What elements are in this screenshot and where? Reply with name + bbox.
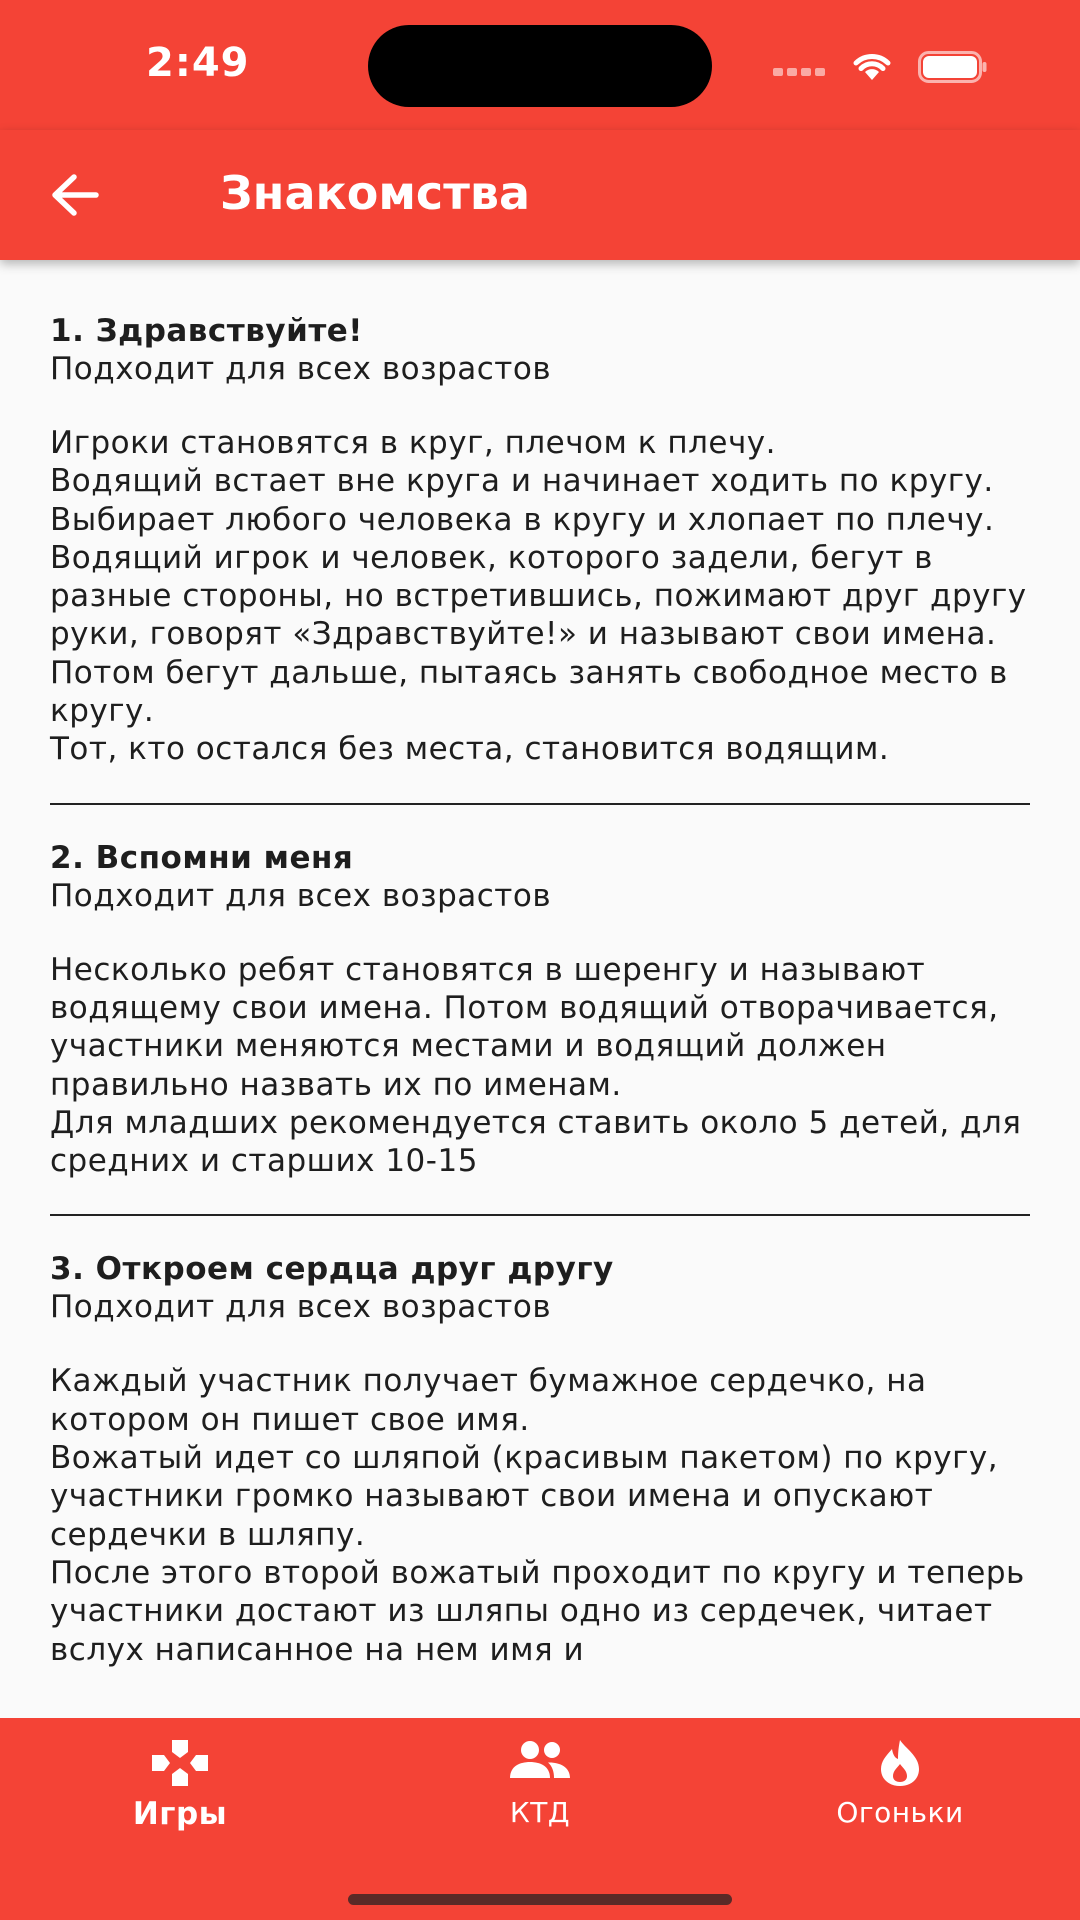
divider xyxy=(50,803,1030,805)
game-description: Игроки становятся в круг, плечом к плечу. Водящий встает вне круга и начинает ходить по кругу. Выбирает любого человека в кругу и хлопает по плечу. Водящий игрок и человек, которого задели, бегут в разные стороны, но встретившись, пожимают друг другу руки, говорят «Здравствуйте!» и называют свои имена. Потом бегут дальше, пытаясь занять свободное место в кругу. Тот, кто остался без места, становится водящим. xyxy=(50,425,1027,768)
game-item xyxy=(50,839,1030,1181)
game-title: 2. Вспомни меня xyxy=(50,839,354,876)
gamepad-icon xyxy=(150,1738,210,1788)
divider xyxy=(50,1214,1030,1216)
game-title: 1. Здравствуйте! xyxy=(50,313,363,349)
battery-icon xyxy=(918,51,988,83)
game-item xyxy=(50,1250,1030,1668)
status-time: 2:49 xyxy=(146,40,250,86)
game-age: Подходит для всех возрастов xyxy=(50,1289,552,1326)
home-indicator xyxy=(348,1894,732,1905)
app-bar xyxy=(0,130,1080,260)
arrow-left-icon xyxy=(50,173,100,217)
page-title: Знакомства xyxy=(220,166,531,220)
dynamic-island xyxy=(368,25,712,107)
status-bar xyxy=(0,0,1080,130)
game-item xyxy=(50,312,1030,769)
game-description: Несколько ребят становятся в шеренгу и называют водящему свои имена. Потом водящий отворачивается, участники меняются местами и водящий должен правильно назвать их по именам. Для младших рекомендуется ставить около 5 детей, для средних и старших 10-15 xyxy=(50,951,1022,1180)
game-description: Каждый участник получает бумажное сердечко, на котором он пишет свое имя. Вожатый идет со шляпой (красивым пакетом) по кругу, участники громко называют свои имена и опускают сердечки в шляпу. После этого второй вожатый проходит по кругу и теперь участники достают из шляпы одно из сердечек, читает вслух написанное на нем имя и xyxy=(50,1363,1025,1668)
nav-label: Игры xyxy=(132,1796,228,1832)
fire-icon xyxy=(875,1738,925,1788)
games-list[interactable] xyxy=(0,260,1080,1718)
game-title: 3. Откроем сердца друг другу xyxy=(50,1251,614,1288)
cellular-signal-icon xyxy=(773,68,825,76)
nav-label: Огоньки xyxy=(836,1796,964,1829)
game-age: Подходит для всех возрастов xyxy=(50,351,552,387)
back-button[interactable] xyxy=(40,160,110,230)
bottom-nav xyxy=(0,1718,1080,1920)
nav-label: КТД xyxy=(509,1796,571,1829)
nav-item-games[interactable] xyxy=(30,1738,330,1848)
wifi-icon xyxy=(850,48,894,82)
game-age: Подходит для всех возрастов xyxy=(50,877,552,914)
nav-item-ktd[interactable] xyxy=(390,1738,690,1848)
people-icon xyxy=(508,1738,572,1788)
nav-item-ogonki[interactable] xyxy=(750,1738,1050,1848)
